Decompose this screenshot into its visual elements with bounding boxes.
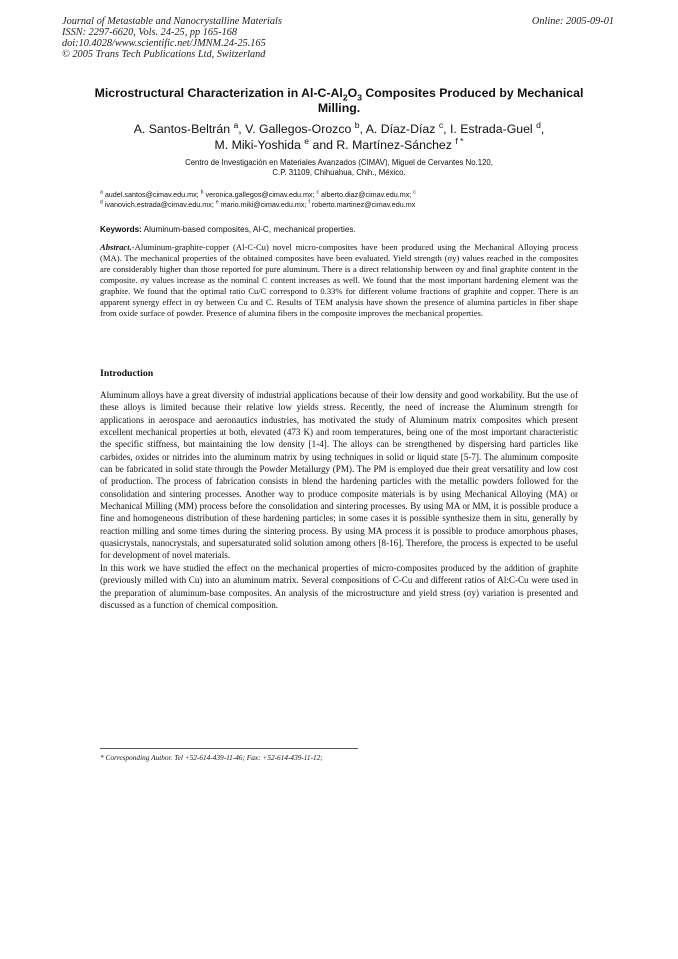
abstract-text: Aluminum-graphite-copper (Al-C-Cu) novel micro-composites have been produced using the Mechanical Alloying process (MA). The mechanical properties of the obtained composites have been evaluated. Yield strength (σy) values reached in the composites are considerably higher than those reported for pure aluminum. There is a direct relationship between σy and final graphite content in the composite. σy values increase as the nominal C content increases as well. We found that the most important hardening element was the graphite. We found that the optimal ratio Cu/C correspond to 0.33% for different volume fractions of graphite and copper. There is an apparent synergy effect in σy between Cu and C. Results of TEM analysis have shown the presence of alumina particles in fiber shape from oxide surface of powder. Presence of alumina fibers in the composite improves the mechanical properties. [100,242,578,318]
email-mark: c [316,189,320,196]
email-link[interactable]: audel.santos@cimav.edu.mx; [104,190,201,199]
author-name: R. Martínez-Sánchez [336,138,452,152]
paragraph: Aluminum alloys have a great diversity of industrial applications because of their low density and good workability. But the use of these alloys is limited because their relative low yields stress. Recently, the need of increase the Aluminum strength for applications in aerospace and aeronautics industries, has motivated the study of Aluminum matrix composites which present excellent mechanical properties at both, elevated (473 K) and room temperatures, being one of the most important characteristic the specific stiffness, but maintaining the low density [1-4]. The alloys can be strengthened by dispersing hard particles like carbides, oxides or nitrides into the aluminum matrix by using techniques in solid or liquid state [5-7]. The aluminum composite can be fabricated in solid state through the Powder Metallurgy (PM). The PM is employed due their great versatility and low cost of production. The process of fabrication consists in blend the hardening particles with the metallic powders followed for the consolidation and sintering processes. Another way to produce composite materials is by using Mechanical Alloying (MA) or Mechanical Milling (MM) process before the consolidation and sintering processes. By using MA or MM, it is possible produce a fine and homogeneous distribution of these hardening particles; in some cases it is possible synthesize them in situ, generally by reaction milling and some times during the sintering process. By using MA process it is possible to produce amorphous phases, quasicrystals, nanocrystals, and supersaturated solid solution among others [8-16]. Therefore, the process is expected to be useful for development of novel materials. [100,390,578,561]
email-mark: a [100,189,103,196]
author-mark: c [438,119,444,130]
introduction-body [100,389,578,611]
online-date: Online: 2005-09-01 [531,16,614,27]
author-separator: , [238,122,246,136]
author-mark: d [536,119,541,130]
paper-title [72,86,606,116]
email-mark: c [413,189,416,196]
author-name: M. Miki-Yoshida [214,138,301,152]
email-link[interactable]: roberto.martinez@cimav.edu.mx [311,200,416,209]
author-separator: , [443,122,450,136]
email-line [100,200,578,210]
author-separator: and [309,138,337,152]
email-link[interactable]: veronica.gallegos@cimav.edu.mx; [205,190,317,199]
email-mark: e [215,199,219,206]
issn-volume: ISSN: 2297-6620, Vols. 24-25, pp 165-168 [62,27,238,38]
author-mark: b [354,119,360,130]
author-name: I. Estrada-Guel [449,122,533,136]
author-mark: e [304,135,310,146]
title-subscript-1: 2 [342,92,348,103]
paragraph: In this work we have studied the effect on the mechanical properties of micro-composites produced by the addition of graphite (previously milled with Cu) into an aluminum matrix. Several compositions of C-Cu and different ratios of Al:C-Cu were used in the preparation of aluminum-base composites. An analysis of the microstructure and yield stress (σy) variation is presented and discussed as a function of chemical composition. [100,562,578,610]
email-link[interactable]: ivanovich.estrada@cimav.edu.mx; [104,200,216,209]
abstract-label: Abstract.- [100,242,135,252]
title-subscript-2: 3 [357,92,362,103]
abstract [100,242,578,319]
email-mark: f [308,199,310,206]
email-link[interactable]: mario.miki@cimav.edu.mx; [220,200,309,209]
affiliation-line: Centro de Investigación en Materiales Avanzados (CIMAV), Miguel de Cervantes No.120, [185,158,493,167]
author-mark: f * [455,135,464,146]
author-name: A. Santos-Beltrán [133,122,231,136]
author-list [72,121,606,153]
journal-name: Journal of Metastable and Nanocrystalline Materials [62,16,282,27]
title-text-1: Microstructural Characterization in Al-C-Al [94,86,343,100]
author-mark: a [233,119,239,130]
author-name: A. Díaz-Díaz [365,122,436,136]
affiliation-line: C.P. 31109, Chihuahua, Chih., México. [272,168,406,177]
footnote-divider [100,748,358,749]
section-heading-introduction: Introduction [100,368,154,379]
author-separator: , [359,122,366,136]
keywords-text: Aluminum-based composites, Al-C, mechanical properties. [141,225,356,234]
author-separator: , [540,122,545,136]
keywords-label: Keywords: [100,225,142,234]
email-mark: b [200,189,204,196]
email-link[interactable]: alberto.diaz@cimav.edu.mx; [321,190,414,199]
doi-link[interactable]: doi:10.4028/www.scientific.net/JMNM.24-25.165 [62,38,266,49]
keywords [100,225,356,234]
email-line [100,190,578,200]
copyright-line: © 2005 Trans Tech Publications Ltd, Switzerland [62,49,266,60]
footnote: * Corresponding Author. Tel +52-614-439-11-46; Fax: +52-614-439-11-12; [100,753,323,762]
title-text-2: O [347,86,358,100]
title-text-3: Composites Produced by Mechanical Milling. [317,86,584,115]
journal-header [62,16,282,60]
author-name: V. Gallegos-Orozco [245,122,352,136]
email-list [100,190,578,210]
affiliation [100,158,578,178]
email-mark: d [100,199,103,206]
